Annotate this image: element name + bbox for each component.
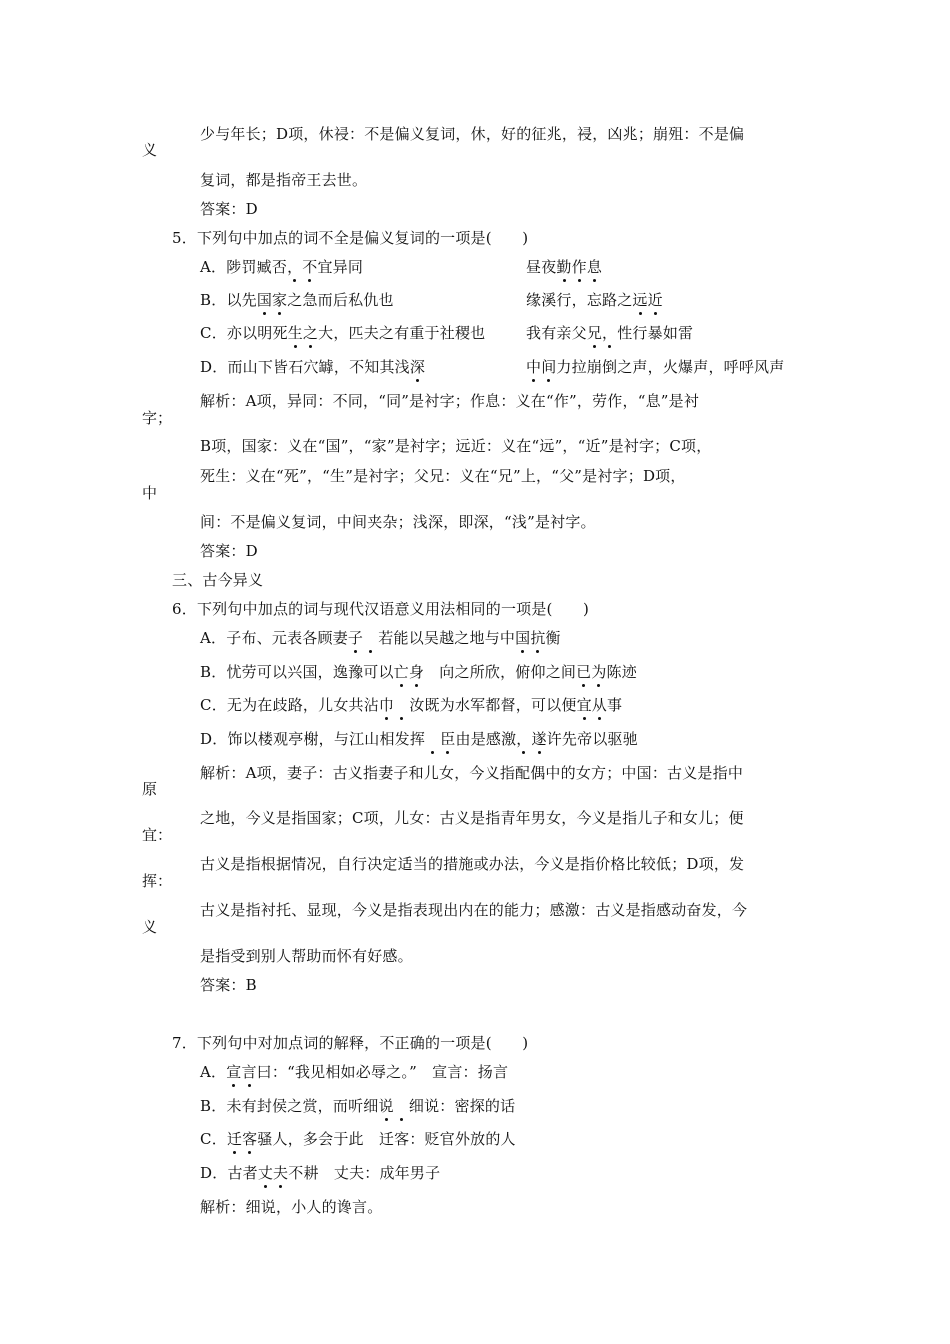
text-line-l19: D．饰以楼观亭榭，与江山相发挥 臣由是感激，遂许先帝以驱驰 (200, 730, 638, 748)
emphasis-dot-char (425, 729, 440, 749)
text-line-l20: 解析：A项，妻子：古义指妻子和儿女，今义指配偶中的女方；中国：古义是指中 (200, 764, 744, 782)
margin-note-m4: 原 (142, 780, 158, 798)
emphasis-dot-char: 身 (408, 663, 425, 681)
emphasis-dot-char: 抗 (530, 629, 546, 647)
emphasis-dot-char: 宣 (226, 1063, 242, 1081)
text-line-l5b: 昼夜勤作息 (526, 258, 603, 276)
text-line-l6b: 缘溪行，忘路之远近 (526, 291, 663, 309)
text-line-l26: 7．下列句中对加点词的解释，不正确的一项是( ) (172, 1034, 529, 1052)
text-line-l30: D．古者丈夫不耕 丈夫：成年男子 (200, 1164, 441, 1182)
emphasis-dot-char: 说 (378, 1097, 394, 1115)
emphasis-dot-char: 息 (586, 258, 603, 276)
emphasis-dot-char: ， (602, 324, 618, 342)
emphasis-dot-char: 亡 (393, 663, 409, 681)
emphasis-dot-char: 遂 (531, 730, 547, 748)
text-line-l10: B项，国家：义在“国”，“家”是衬字；远近：义在“远”，“近”是衬字；C项， (200, 437, 712, 455)
emphasis-dot-char: 夫 (273, 1164, 289, 1182)
text-line-l13: 答案：D (200, 542, 258, 560)
emphasis-dot-char: 臣 (440, 730, 456, 748)
margin-note-m2: 字； (142, 409, 173, 427)
emphasis-dot-char: 远 (632, 291, 648, 309)
emphasis-dot-char (394, 695, 409, 715)
emphasis-dot-char: 国 (256, 291, 273, 309)
emphasis-dot-char: 丈 (257, 1164, 274, 1182)
margin-note-m6: 挥： (142, 872, 173, 890)
text-line-l28: B．未有封侯之赏，而听细说 细说：密探的话 (200, 1097, 516, 1115)
text-line-l6a: B．以先国家之急而后私仇也 (200, 291, 394, 309)
emphasis-dot-char (363, 628, 378, 648)
emphasis-dot-char: 从 (591, 696, 607, 714)
text-line-l11: 死生：义在“死”，“生”是衬字；父兄：义在“兄”上，“父”是衬字；D项， (200, 467, 686, 485)
margin-note-m5: 宜： (142, 826, 173, 844)
emphasis-dot-char: 已 (576, 663, 592, 681)
emphasis-dot-char: ， (516, 730, 532, 748)
text-line-l2: 复词，都是指帝王去世。 (200, 171, 368, 189)
emphasis-dot-char: 之 (302, 324, 319, 342)
text-line-l17: B．忧劳可以兴国，逸豫可以亡身 向之所欣，俯仰之间已为陈迹 (200, 663, 637, 681)
text-line-l15: 6．下列句中加点的词与现代汉语意义用法相同的一项是( ) (172, 600, 590, 618)
text-line-l3: 答案：D (200, 200, 258, 218)
emphasis-dot-char: 巾 (378, 696, 395, 714)
text-line-l27: A．宣言曰：“我见相如必辱之。” 宣言：扬言 (200, 1063, 509, 1081)
emphasis-dot-char: 宜 (576, 696, 592, 714)
emphasis-dot-char: 生 (287, 324, 303, 342)
text-line-l14: 三、古今异义 (172, 571, 264, 589)
text-line-l29: C．迁客骚人，多会于此 迁客：贬官外放的人 (200, 1130, 516, 1148)
text-line-l7b: 我有亲父兄，性行暴如雷 (526, 324, 694, 342)
text-line-l4: 5．下列句中加点的词不全是偏义复词的一项是( ) (172, 229, 529, 247)
text-line-l5a: A．陟罚臧否，不宜异同 (200, 258, 364, 276)
emphasis-dot-char: 间 (541, 358, 557, 376)
text-line-l18: C．无为在歧路，儿女共沾巾 汝既为水军都督，可以便宜从事 (200, 696, 623, 714)
emphasis-dot-char: 家 (272, 291, 288, 309)
text-line-l7a: C．亦以明死生之大，匹夫之有重于社稷也 (200, 324, 486, 342)
emphasis-dot-char (394, 1096, 409, 1116)
text-line-l22: 古义是指根据情况，自行决定适当的措施或办法，今义是指价格比较低；D项，发 (200, 855, 745, 873)
emphasis-dot-char: 客 (242, 1130, 258, 1148)
emphasis-dot-char: 兄 (586, 324, 603, 342)
emphasis-dot-char: 迁 (226, 1130, 243, 1148)
emphasis-dot-char: 子 (347, 629, 364, 647)
emphasis-dot-char: ， (287, 258, 303, 276)
margin-note-m7: 义 (142, 918, 158, 936)
emphasis-dot-char: 近 (647, 291, 663, 309)
emphasis-dot-char: 为 (591, 663, 607, 681)
emphasis-dot-char: 勤 (556, 258, 572, 276)
emphasis-dot-char: 国 (515, 629, 531, 647)
margin-note-m1: 义 (142, 141, 158, 159)
emphasis-dot-char: 作 (571, 258, 587, 276)
emphasis-dot-char: 中 (526, 358, 542, 376)
text-line-l31: 解析：细说，小人的谗言。 (200, 1198, 383, 1216)
emphasis-dot-char: 深 (409, 358, 426, 376)
emphasis-dot-char: 不 (302, 258, 318, 276)
text-line-l1: 少与年长；D项，休祲：不是偏义复词，休，好的征兆，祲，凶兆；崩殂：不是偏 (200, 125, 745, 143)
text-line-l25: 答案：B (200, 976, 257, 994)
text-line-l21: 之地，今义是指国家；C项，儿女：古义是指青年男女，今义是指儿子和女儿；便 (200, 809, 744, 827)
text-line-l9: 解析：A项，异同：不同，“同”是衬字；作息：义在“作”，劳作，“息”是衬 (200, 392, 700, 410)
text-line-l16: A．子布、元表各顾妻子 若能以吴越之地与中国抗衡 (200, 629, 561, 647)
text-line-l8b: 中间力拉崩倒之声，火爆声，呼呼风声 (526, 358, 785, 376)
text-line-l24: 是指受到别人帮助而怀有好感。 (200, 947, 413, 965)
text-line-l12: 间：不是偏义复词，中间夹杂；浅深，即深，“浅”是衬字。 (200, 513, 596, 531)
margin-note-m3: 中 (142, 484, 158, 502)
text-line-l8a: D．而山下皆石穴罅，不知其浅深 (200, 358, 426, 376)
emphasis-dot-char: 言 (241, 1063, 257, 1081)
text-line-l23: 古义是指衬托、显现，今义是指表现出内在的能力；感激：古义是指感动奋发，今 (200, 901, 748, 919)
